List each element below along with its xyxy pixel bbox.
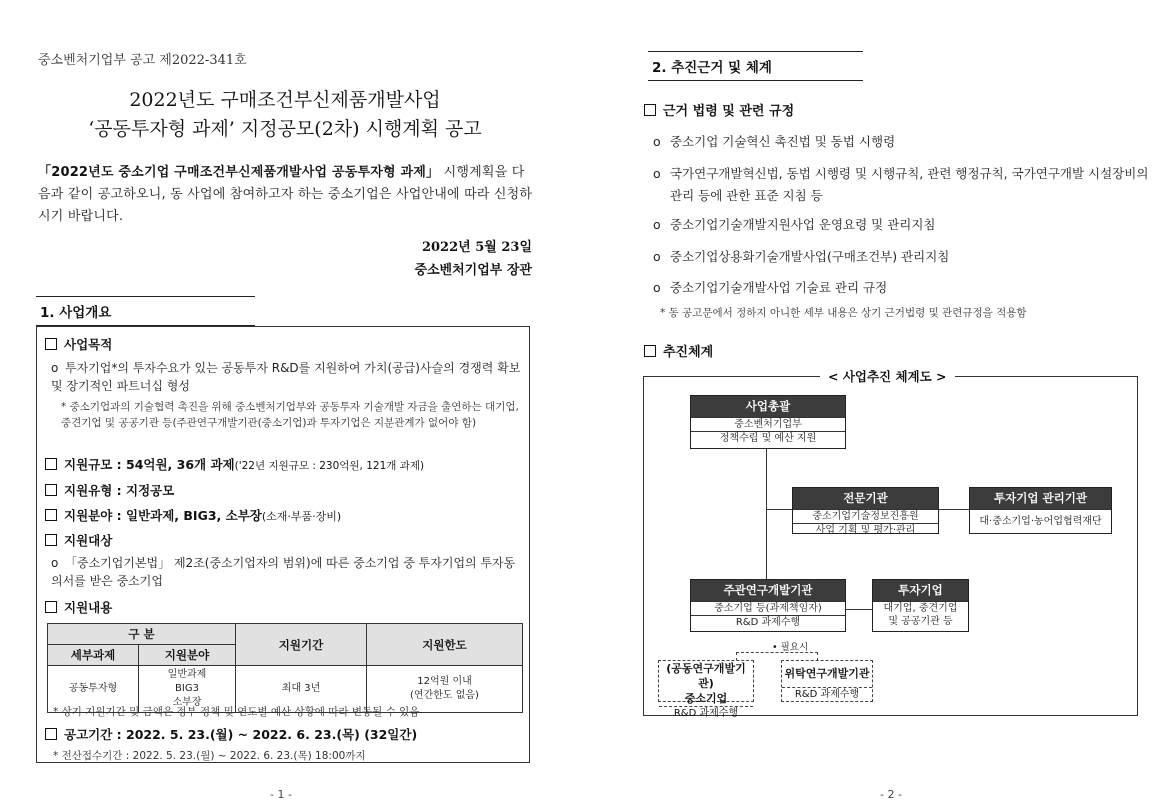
overview-box: [36, 326, 530, 763]
cell-limit: 12억원 이내 (연간한도 없음): [367, 666, 523, 713]
checkbox-square-icon: [644, 104, 656, 116]
target-heading: 지원대상: [45, 531, 112, 549]
section2-heading: 2. 추진근거 및 체계: [648, 51, 863, 81]
org-box-general: 사업총괄 중소벤처기업부 정책수립 및 예산 지원: [690, 395, 846, 449]
intro-bold: 「2022년도 중소기업 구매조건부신제품개발사업 공동투자형 과제」: [38, 165, 440, 180]
table-note: * 상기 지원기간 및 금액은 정부 정책 및 연도별 예산 상황에 따라 변동될 수 있음: [53, 706, 420, 718]
org-box-lead: 주관연구개발기관 중소기업 등(과제책임자) R&D 과제수행: [690, 579, 846, 632]
period-heading: 공고기간 : 2022. 5. 23.(월) ~ 2022. 6. 23.(목) (32일간): [45, 725, 417, 743]
table-header-limit: 지원한도: [367, 624, 523, 666]
checkbox-square-icon: [45, 509, 57, 521]
table-header-field: 지원분야: [139, 645, 236, 666]
checkbox-square-icon: [45, 534, 57, 546]
connector-to-expert: [766, 509, 792, 510]
notice-date: 2022년 5월 23일: [421, 240, 532, 255]
minister-signature: 중소벤처기업부 장관: [414, 263, 532, 278]
title-line-2: ‘공동투자형 과제’ 지정공모(2차) 시행계획 공고: [88, 118, 482, 140]
target-text: o 「중소기업기본법」 제2조(중소기업자의 범위)에 따른 중소기업 중 투자기업의 투자동의서를 받은 중소기업: [51, 556, 516, 588]
purpose-note: * 중소기업과의 기술협력 촉진을 위해 중소벤처기업부와 공동투자 기술개발 자금을 출연하는 대기업, 중견기업 및 공공기관 등(주관연구개발기관(중소기업)과 투자기업은 지분관계가 없어야 함): [61, 401, 519, 429]
law-item: o 국가연구개발혁신법, 동법 시행령 및 시행규칙, 관련 행정규칙, 국가연구개발 시설장비의 관리 등에 관한 표준 지침 등: [653, 166, 1149, 203]
intro-paragraph: [38, 162, 534, 228]
section1-heading: 1. 사업개요: [36, 296, 255, 326]
if-needed-label: • 필요시: [772, 642, 809, 653]
period-note: * 전산접수기간 : 2022. 5. 23.(월) ~ 2022. 6. 23.(목) 18:00까지: [53, 750, 366, 762]
content-heading: 지원내용: [45, 598, 112, 616]
connector-vertical: [766, 449, 767, 579]
checkbox-square-icon: [644, 345, 656, 357]
checkbox-square-icon: [45, 458, 57, 470]
org-box-expert: 전문기관 중소기업기술정보진흥원 사업 기획 및 평가·관리: [792, 487, 939, 534]
type-heading: 지원유형 : 지정공모: [45, 481, 174, 499]
table-header-group: 구 분: [48, 624, 236, 645]
checkbox-square-icon: [45, 338, 57, 350]
checkbox-square-icon: [45, 601, 57, 613]
purpose-heading: 사업목적: [45, 335, 112, 353]
notice-number: 중소벤처기업부 공고 제2022-341호: [38, 53, 247, 68]
page-number-2: - 2 -: [880, 788, 902, 801]
org-box-investmgr: 투자기업 관리기관 대·중소기업·농어업협력재단: [969, 487, 1112, 534]
cell-field: 일반과제 BIG3 소부장: [139, 666, 236, 713]
intro-rest: 시행계획을 다음과 같이 공고하오니, 동 사업에 참여하고자 하는 중소기업은 사업안내에 따라 신청하시기 바랍니다.: [38, 165, 533, 224]
org-box-joint: (공동연구개발기관) 중소기업 R&D 과제수행: [658, 660, 754, 702]
law-item: o 중소기업 기술혁신 촉진법 및 동법 시행령: [653, 134, 896, 149]
cell-period: 최대 3년: [236, 666, 367, 713]
cell-task: 공동투자형: [48, 666, 139, 713]
laws-note: * 동 공고문에서 정하지 아니한 세부 내용은 상기 근거법령 및 관련규정을 적용함: [660, 307, 1027, 319]
checkbox-square-icon: [45, 728, 57, 740]
title-line-1: 2022년도 구매조건부신제품개발사업: [129, 89, 441, 111]
law-item: o 중소기업상용화기술개발사업(구매조건부) 관리지침: [653, 249, 950, 264]
connector-lead-investor: [846, 609, 872, 610]
org-box-investor: 투자기업 대기업, 중견기업 및 공공기관 등: [872, 579, 969, 632]
table-header-period: 지원기간: [236, 624, 367, 666]
field-heading: 지원분야 : 일반과제, BIG3, 소부장(소재·부품·장비): [45, 506, 341, 524]
document-title: [40, 86, 530, 144]
table-header-task: 세부과제: [48, 645, 139, 666]
law-item: o 중소기업기술개발지원사업 운영요령 및 관리지침: [653, 217, 936, 232]
law-item: o 중소기업기술개발사업 기술료 관리 규정: [653, 280, 888, 295]
support-table: [47, 623, 523, 713]
purpose-text: o 투자기업*의 투자수요가 있는 공동투자 R&D를 지원하여 가치(공급)사슬의 경쟁력 확보 및 장기적인 파트너십 형성: [51, 361, 521, 393]
connector-expert-investmgr: [939, 509, 969, 510]
org-box-consign: 위탁연구개발기관 R&D 과제수행: [781, 660, 873, 702]
scale-heading: 지원규모 : 54억원, 36개 과제('22년 지원규모 : 230억원, 121개 과제): [45, 455, 424, 473]
system-heading: 추진체계: [644, 341, 713, 360]
page-number-1: - 1 -: [270, 788, 292, 801]
org-chart-title: < 사업추진 체계도 >: [820, 367, 955, 385]
checkbox-square-icon: [45, 484, 57, 496]
laws-heading: 근거 법령 및 관련 규정: [644, 100, 794, 119]
